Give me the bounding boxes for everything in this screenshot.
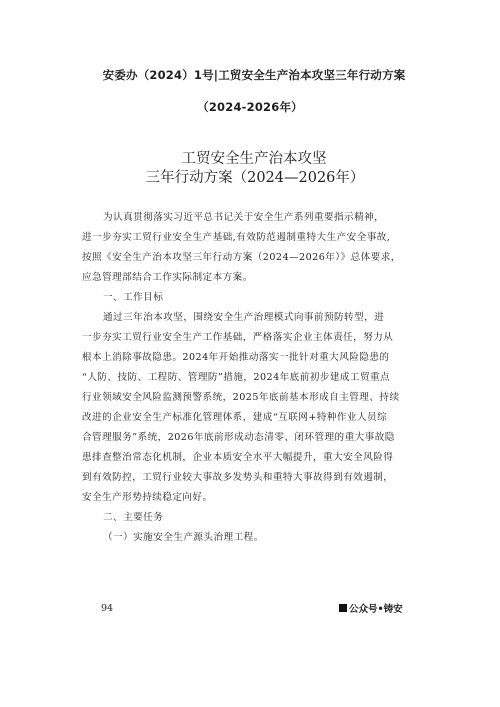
paragraph-line: “人防、技防、工程防、管理防”措施，2024年底前初步建成工贸重点 [82,372,391,383]
plan-title [0,150,500,188]
paragraph-line: 按照《安全生产治本攻坚三年行动方案（2024—2026年）》总体要求， [82,252,401,263]
paragraph-line: 根本上消除事故隐患。2024年开始推动落实一批针对重大风险隐患的 [82,352,390,363]
watermark-brand [339,601,403,615]
plan-title-line-2: 三年行动方案（2024—2026年） [145,170,365,186]
goals-paragraph [82,308,420,508]
paragraph-line: 为认真贯彻落实习近平总书记关于安全生产系列重要指示精神， [103,212,385,223]
paragraph-line: 合管理服务”系统，2026年底前形成动态清零、闭环管理的重大事故隐 [82,432,395,443]
page-number: 94 [101,603,114,614]
paragraph-line: 一步夯实工贸行业安全生产工作基础，严格落实企业主体责任，努力从 [82,332,394,343]
paragraph-line: 改进的企业安全生产标准化管理体系，建成“互联网+特种作业人员综 [82,412,388,423]
subsection-heading: （一）实施安全生产源头治理工程。 [103,532,264,543]
document-header [0,66,500,116]
paragraph-line: 到有效防控，工贸行业较大事故多发势头和重特大事故得到有效遏制， [82,472,394,483]
square-icon [339,604,347,612]
section-heading-tasks: 二、主要任务 [103,512,164,523]
paragraph-line: 患排查整治常态化机制，企业本质安全水平大幅提升，重大安全风险得 [82,452,394,463]
paragraph-line: 安全生产形势持续稳定向好。 [82,492,213,503]
brand-label: 公众号•铸安 [349,604,403,615]
paragraph-line: 通过三年治本攻坚，围绕安全生产治理模式向事前预防转型，进 [103,312,385,323]
paragraph-line: 进一步夯实工贸行业安全生产基础,有效防范遏制重特大生产安全事故, [82,232,391,243]
document-years: （2024-2026年） [197,100,303,114]
paragraph-line: 行业领域安全风险监测预警系统，2025年底前基本形成自主管理、持续 [82,392,400,403]
section-heading-goals: 一、工作目标 [103,292,164,303]
document-number-title: 安委办（2024）1号|工贸安全生产治本攻坚三年行动方案 [102,68,406,82]
document-body [82,208,420,548]
paragraph-line: 应急管理部结合工作实际制定本方案。 [82,272,253,283]
plan-title-line-1: 工贸安全生产治本攻坚 [181,151,327,167]
intro-paragraph [82,208,420,288]
